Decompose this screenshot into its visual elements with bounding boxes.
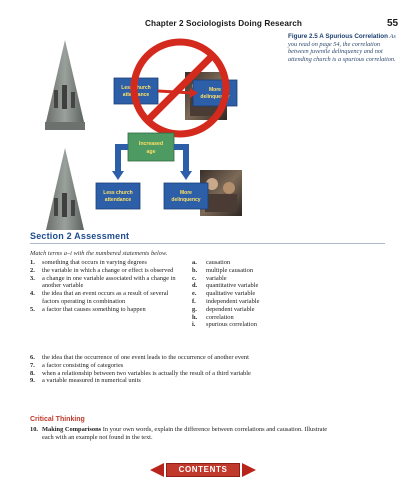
list-item: 4. the idea that an event occurs as a result of several factors operating in combination bbox=[30, 290, 169, 305]
chapter-title: Chapter 2 Sociologists Doing Research bbox=[145, 19, 303, 28]
term-item: a. causation bbox=[192, 259, 231, 266]
previous-page-arrow-icon[interactable] bbox=[150, 463, 164, 477]
less-church-attendance-box-bottom bbox=[96, 183, 140, 209]
increased-age-box bbox=[128, 133, 174, 161]
term-item: e. qualitative variable bbox=[192, 290, 256, 298]
bottom-right-label-line2: delinquency bbox=[171, 197, 201, 203]
page-number: 55 bbox=[387, 18, 399, 29]
term-item: g. dependent variable bbox=[192, 305, 255, 313]
top-left-label-line2: attendance bbox=[122, 92, 150, 98]
top-right-label-line2: delinquency bbox=[200, 94, 230, 100]
spurious-correlation-figure bbox=[40, 30, 265, 235]
church-spire-image-top bbox=[45, 40, 85, 130]
critical-thinking-title: Critical Thinking bbox=[30, 416, 85, 423]
bottom-right-label-line1: More bbox=[180, 190, 192, 196]
term-item: f. independent variable bbox=[192, 297, 260, 305]
church-spire-image-bottom bbox=[46, 148, 84, 230]
page-header bbox=[0, 0, 408, 34]
terms-list bbox=[192, 259, 332, 329]
caption-body: As you read on page 54, the correlation between juvenile delinquency and not attending church is a spurious correlation. bbox=[288, 33, 396, 64]
contents-nav[interactable] bbox=[150, 463, 256, 477]
bottom-left-label-line1: Less church bbox=[103, 190, 133, 196]
bottom-left-label-line2: attendance bbox=[104, 197, 132, 203]
list-item: 1. something that occurs in varying degrees bbox=[30, 259, 147, 266]
list-item: 8. when a relationship between two variables is actually the result of a third variable bbox=[30, 369, 251, 377]
list-item: 7. a factor consisting of categories bbox=[30, 361, 124, 369]
question-label: Making Comparisons bbox=[42, 426, 102, 433]
numbered-statements-wide bbox=[30, 354, 340, 385]
section-divider bbox=[30, 243, 385, 244]
term-item: i. spurious correlation bbox=[192, 321, 257, 329]
more-delinquency-box-bottom bbox=[164, 183, 208, 209]
section-title: Section 2 Assessment bbox=[30, 231, 130, 241]
question-text: In your own words, explain the difference between correlations and causation. Illustrate each with an example not found in the text. bbox=[42, 426, 328, 441]
numbered-statements bbox=[30, 259, 180, 314]
caption-title: Figure 2.5 A Spurious Correlation bbox=[288, 33, 388, 40]
figure-caption bbox=[288, 33, 400, 64]
critical-thinking-question: 10. Making Comparisons In your own words, explain the difference between correlations and causation. Illustrate each with an example not found in the text. bbox=[30, 426, 328, 441]
list-item: 5. a factor that causes something to happen bbox=[30, 305, 146, 313]
term-item: b. multiple causation bbox=[192, 266, 254, 274]
term-item: d. quantitative variable bbox=[192, 282, 259, 290]
contents-button[interactable]: CONTENTS bbox=[166, 463, 240, 477]
assessment-instructions: Match terms a–i with the numbered statements below. bbox=[30, 250, 168, 257]
term-item: c. variable bbox=[192, 274, 227, 282]
middle-label-line2: age bbox=[146, 149, 156, 155]
list-item: 6. the idea that the occurrence of one event leads to the occurrence of another event bbox=[30, 354, 249, 361]
next-page-arrow-icon[interactable] bbox=[242, 463, 256, 477]
more-delinquency-box-top bbox=[193, 80, 237, 106]
middle-label-line1: Increased bbox=[138, 141, 164, 147]
top-left-label-line1: Less church bbox=[121, 85, 151, 91]
list-item: 2. the variable in which a change or effect is observed bbox=[30, 266, 174, 274]
top-right-label-line1: More bbox=[209, 87, 221, 93]
list-item: 3. a change in one variable associated with a change in another variable bbox=[30, 274, 176, 290]
list-item: 9. a variable measured in numerical units bbox=[30, 377, 141, 385]
term-item: h. correlation bbox=[192, 313, 234, 321]
